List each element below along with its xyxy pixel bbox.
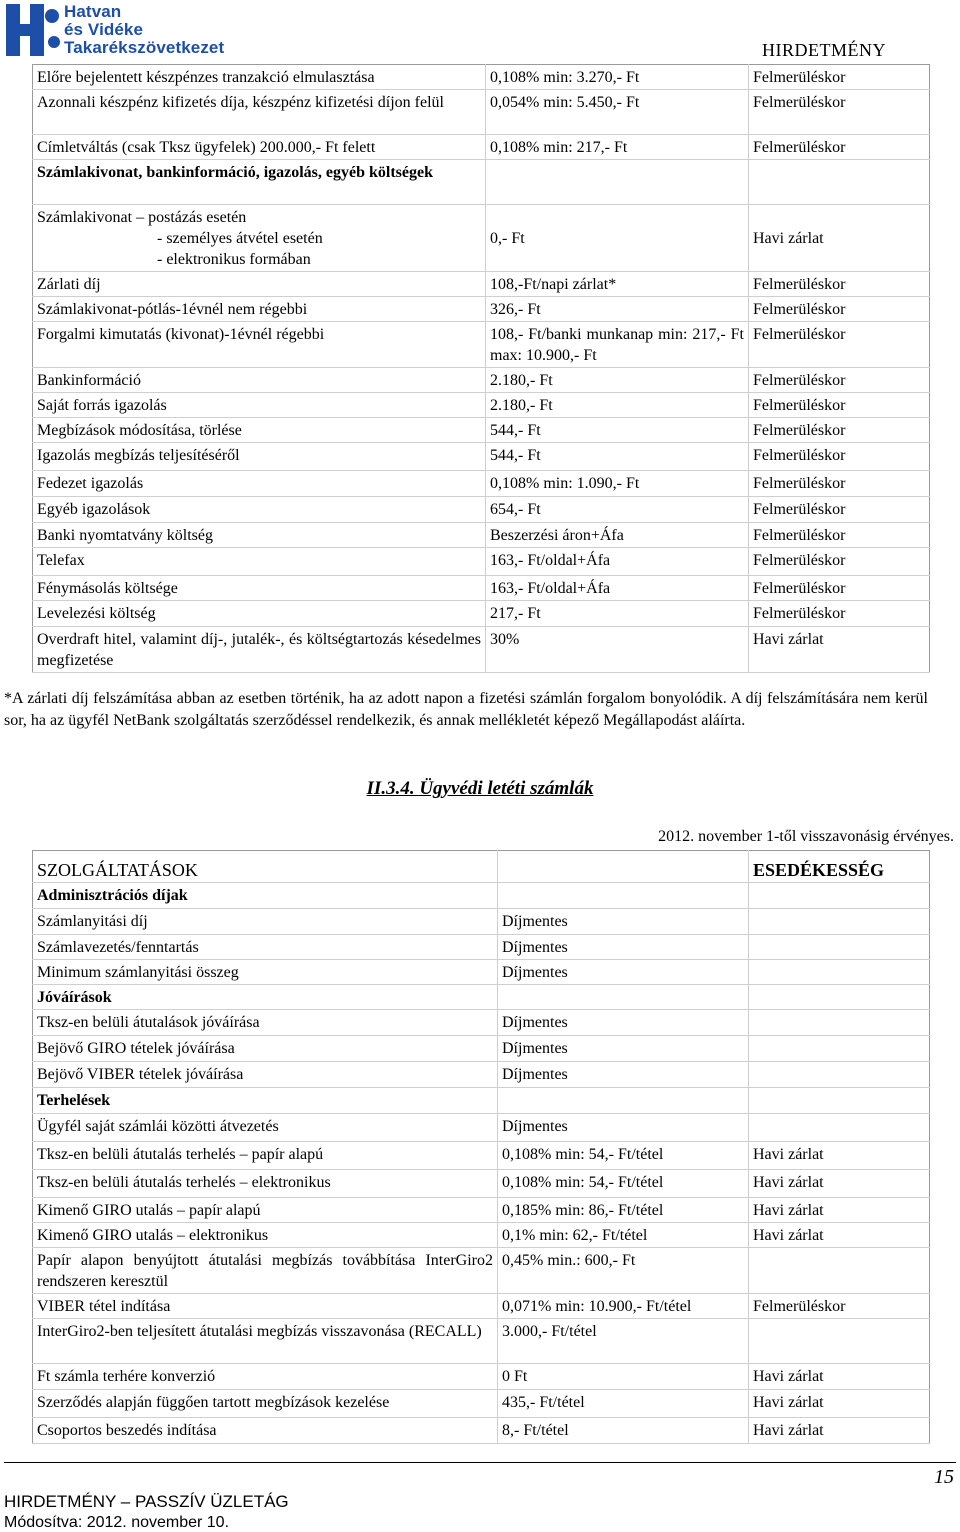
header-services: SZOLGÁLTATÁSOK — [37, 860, 198, 880]
table-row — [33, 471, 930, 497]
fee-cell: 3.000,- Ft/tétel — [498, 1319, 749, 1364]
service-cell: VIBER tétel indítása — [37, 1298, 171, 1315]
due-cell: Felmerüléskor — [749, 135, 930, 160]
logo-line-1: Hatvan — [64, 2, 122, 21]
due-cell: Felmerüléskor — [749, 443, 930, 471]
due-cell: Felmerüléskor — [749, 1294, 930, 1319]
fee-cell: Díjmentes — [498, 909, 749, 935]
fee-cell — [498, 1088, 749, 1114]
due-cell — [749, 960, 930, 985]
table-row — [33, 985, 930, 1010]
service-cell: Fedezet igazolás — [37, 475, 144, 492]
table-row — [33, 1088, 930, 1114]
due-cell: Felmerüléskor — [749, 601, 930, 627]
company-logo — [4, 2, 254, 58]
due-cell: Felmerüléskor — [749, 368, 930, 393]
service-cell: Ügyfél saját számlái közötti átvezetés — [37, 1118, 279, 1135]
fee-cell: 0,185% min: 86,- Ft/tétel — [498, 1198, 749, 1223]
table-row — [33, 909, 930, 935]
service-cell: Ft számla terhére konverzió — [37, 1368, 216, 1385]
service-cell: Bankinformáció — [37, 372, 141, 389]
service-cell: Számlakivonat-pótlás-1évnél nem régebbi — [37, 301, 308, 318]
header-due: ESEDÉKESSÉG — [749, 851, 930, 883]
service-cell: Megbízások módosítása, törlése — [37, 422, 242, 439]
logo-line-3: Takarékszövetkezet — [64, 38, 225, 57]
due-cell: Felmerüléskor — [749, 322, 930, 368]
fee-cell: 0,071% min: 10.900,- Ft/tétel — [498, 1294, 749, 1319]
fee-cell: Díjmentes — [498, 1062, 749, 1088]
fee-cell: Beszerzési áron+Áfa — [486, 523, 749, 548]
fee-cell: 544,- Ft — [486, 443, 749, 471]
service-cell: Adminisztrációs díjak — [37, 887, 188, 904]
fee-cell: 0,108% min: 54,- Ft/tétel — [498, 1142, 749, 1170]
due-cell: Felmerüléskor — [749, 523, 930, 548]
service-cell: Tksz-en belüli átutalások jóváírása — [37, 1014, 260, 1031]
due-cell: Havi zárlat — [749, 627, 930, 673]
fee-cell: 30% — [486, 627, 749, 673]
service-cell: Számlakivonat, bankinformáció, igazolás, egyéb költségek — [37, 164, 434, 181]
service-cell: Csoportos beszedés indítása — [37, 1422, 217, 1439]
due-cell: Felmerüléskor — [749, 497, 930, 523]
due-cell: Havi zárlat — [749, 1142, 930, 1170]
due-cell: Felmerüléskor — [749, 272, 930, 297]
table-row — [33, 960, 930, 985]
table-row — [33, 135, 930, 160]
table-row — [33, 205, 930, 272]
service-cell: Egyéb igazolások — [37, 501, 151, 518]
service-cell: Bejövő VIBER tételek jóváírása — [37, 1066, 244, 1083]
due-cell — [749, 1248, 930, 1294]
due-cell: Havi zárlat — [749, 1198, 930, 1223]
fee-cell: 108,-Ft/napi zárlat* — [486, 272, 749, 297]
due-cell — [749, 1062, 930, 1088]
table-row — [33, 1010, 930, 1036]
fee-cell: 0,054% min: 5.450,- Ft — [486, 90, 749, 135]
service-cell: Saját forrás igazolás — [37, 397, 167, 414]
due-cell: Felmerüléskor — [749, 418, 930, 443]
table-row — [33, 548, 930, 576]
service-cell: Számlanyitási díj — [37, 913, 148, 930]
table-row — [33, 935, 930, 960]
table-row — [33, 883, 930, 909]
due-cell — [749, 160, 930, 205]
service-cell: Terhelések — [37, 1092, 111, 1109]
table-row — [33, 1294, 930, 1319]
service-cell: Fénymásolás költsége — [37, 580, 178, 597]
fee-table-2 — [32, 850, 930, 1444]
due-cell: Felmerüléskor — [749, 65, 930, 90]
due-cell — [749, 985, 930, 1010]
table-row — [33, 322, 930, 368]
fee-cell: 8,- Ft/tétel — [498, 1418, 749, 1444]
fee-cell: 0,108% min: 1.090,- Ft — [486, 471, 749, 497]
service-cell: Papír alapon benyújtott átutalási megbízás továbbítása InterGiro2 rendszeren keresztül — [37, 1252, 493, 1290]
fee-cell: 544,- Ft — [486, 418, 749, 443]
due-cell: Felmerüléskor — [749, 548, 930, 576]
due-cell: Felmerüléskor — [749, 576, 930, 601]
service-cell: Minimum számlanyitási összeg — [37, 964, 239, 981]
due-cell — [749, 883, 930, 909]
table-row — [33, 1062, 930, 1088]
service-cell: Zárlati díj — [37, 276, 101, 293]
fee-cell: Díjmentes — [498, 1010, 749, 1036]
service-cell: Szerződés alapján függően tartott megbízások kezelése — [37, 1394, 390, 1411]
due-cell: Havi zárlat — [749, 1390, 930, 1418]
fee-cell: 0,45% min.: 600,- Ft — [498, 1248, 749, 1294]
fee-cell: Díjmentes — [498, 1036, 749, 1062]
header-fee — [498, 851, 749, 883]
service-cell: Kimenő GIRO utalás – elektronikus — [37, 1227, 269, 1244]
table-row — [33, 1319, 930, 1364]
footer-divider — [4, 1462, 956, 1463]
table-row — [33, 65, 930, 90]
fee-cell: 163,- Ft/oldal+Áfa — [486, 548, 749, 576]
fee-cell: 0,- Ft — [486, 205, 749, 272]
fee-cell: 217,- Ft — [486, 601, 749, 627]
due-cell: Felmerüléskor — [749, 471, 930, 497]
fee-cell: 2.180,- Ft — [486, 368, 749, 393]
table-row — [33, 1223, 930, 1248]
due-cell: Felmerüléskor — [749, 90, 930, 135]
service-sublabel: - személyes átvétel esetén — [157, 230, 323, 247]
table-row — [33, 1248, 930, 1294]
validity-date: 2012. november 1-től visszavonásig érvényes. — [658, 828, 954, 845]
footer-title: HIRDETMÉNY – PASSZÍV ÜZLETÁG — [4, 1492, 289, 1511]
fee-cell: 0,108% min: 54,- Ft/tétel — [498, 1170, 749, 1198]
table-row — [33, 1198, 930, 1223]
fee-cell: 163,- Ft/oldal+Áfa — [486, 576, 749, 601]
document-type: HIRDETMÉNY — [762, 40, 886, 60]
service-cell: Banki nyomtatvány költség — [37, 527, 213, 544]
service-cell: Overdraft hitel, valamint díj-, jutalék-, és költségtartozás késedelmes megfizetése — [37, 631, 481, 669]
fee-cell: Díjmentes — [498, 935, 749, 960]
service-sublabel: - elektronikus formában — [157, 251, 311, 268]
table-row — [33, 1390, 930, 1418]
service-cell: Telefax — [37, 552, 85, 569]
table-row — [33, 523, 930, 548]
due-cell: Havi zárlat — [749, 1364, 930, 1390]
fee-cell: 435,- Ft/tétel — [498, 1390, 749, 1418]
fee-cell: 0,108% min: 3.270,- Ft — [486, 65, 749, 90]
fee-cell: 0 Ft — [498, 1364, 749, 1390]
logo-h-icon — [4, 2, 62, 58]
service-cell: InterGiro2-ben teljesített átutalási megbízás visszavonása (RECALL) — [37, 1323, 482, 1340]
due-cell: Havi zárlat — [749, 1418, 930, 1444]
table-row — [33, 368, 930, 393]
due-cell — [749, 1114, 930, 1142]
table-row — [33, 1142, 930, 1170]
service-cell: Levelezési költség — [37, 605, 156, 622]
table-row — [33, 627, 930, 673]
due-cell: Felmerüléskor — [749, 393, 930, 418]
fee-cell: Díjmentes — [498, 960, 749, 985]
fee-cell: Díjmentes — [498, 1114, 749, 1142]
logo-line-2: és Vidéke — [64, 20, 144, 39]
service-cell: Számlavezetés/fenntartás — [37, 939, 199, 956]
service-cell: Igazolás megbízás teljesítéséről — [37, 447, 240, 464]
fee-cell: 0,108% min: 217,- Ft — [486, 135, 749, 160]
table-row — [33, 1364, 930, 1390]
fee-cell: 654,- Ft — [486, 497, 749, 523]
table-row — [33, 601, 930, 627]
table-row — [33, 297, 930, 322]
page-number: 15 — [934, 1466, 954, 1488]
service-label: Számlakivonat – postázás esetén — [37, 209, 247, 226]
service-cell: Tksz-en belüli átutalás terhelés – elektronikus — [37, 1174, 331, 1191]
fee-cell — [498, 883, 749, 909]
table-row — [33, 418, 930, 443]
fee-cell: 108,- Ft/banki munkanap min: 217,- Ft max: 10.900,- Ft — [486, 322, 749, 368]
table-row — [33, 1170, 930, 1198]
table-row — [33, 160, 930, 205]
service-cell: Azonnali készpénz kifizetés díja, készpénz kifizetési díjon felül — [37, 94, 444, 111]
fee-cell: 0,1% min: 62,- Ft/tétel — [498, 1223, 749, 1248]
footnote: *A zárlati díj felszámítása abban az esetben történik, ha az adott napon a fizetési számlán forgalom bonyolódik. A díj felszámítására nem kerül sor, ha az ügyfél NetBank szolgáltatás szerződéssel rendelkezik, és annak mellékletét képező Megállapodást aláírta. — [4, 690, 928, 729]
footer-modified: Módosítva: 2012. november 10. — [4, 1514, 230, 1531]
table-row — [33, 1418, 930, 1444]
table-row — [33, 443, 930, 471]
due-cell: Havi zárlat — [749, 1223, 930, 1248]
table-row — [33, 576, 930, 601]
table-row — [33, 393, 930, 418]
section-title: II.3.4. Ügyvédi letéti számlák — [366, 778, 594, 799]
table-header-row — [33, 851, 930, 883]
fee-cell — [486, 160, 749, 205]
service-cell: Jóváírások — [37, 989, 112, 1006]
due-cell — [749, 1010, 930, 1036]
due-cell: Felmerüléskor — [749, 297, 930, 322]
due-cell — [749, 935, 930, 960]
table-row — [33, 90, 930, 135]
service-cell: Előre bejelentett készpénzes tranzakció elmulasztása — [37, 69, 375, 86]
fee-cell — [498, 985, 749, 1010]
due-cell — [749, 1088, 930, 1114]
due-cell — [749, 1319, 930, 1364]
service-cell: Kimenő GIRO utalás – papír alapú — [37, 1202, 261, 1219]
fee-cell: 2.180,- Ft — [486, 393, 749, 418]
service-cell — [33, 205, 486, 272]
due-cell — [749, 909, 930, 935]
service-cell: Forgalmi kimutatás (kivonat)-1évnél régebbi — [37, 326, 325, 343]
table-row — [33, 1114, 930, 1142]
fee-table-1 — [32, 64, 930, 673]
due-cell: Havi zárlat — [749, 205, 930, 272]
due-cell — [749, 1036, 930, 1062]
service-cell: Címletváltás (csak Tksz ügyfelek) 200.000,- Ft felett — [37, 139, 376, 156]
table-row — [33, 272, 930, 297]
due-cell: Havi zárlat — [749, 1170, 930, 1198]
fee-cell: 326,- Ft — [486, 297, 749, 322]
table-row — [33, 497, 930, 523]
service-cell: Tksz-en belüli átutalás terhelés – papír alapú — [37, 1146, 324, 1163]
service-cell: Bejövő GIRO tételek jóváírása — [37, 1040, 235, 1057]
table-row — [33, 1036, 930, 1062]
